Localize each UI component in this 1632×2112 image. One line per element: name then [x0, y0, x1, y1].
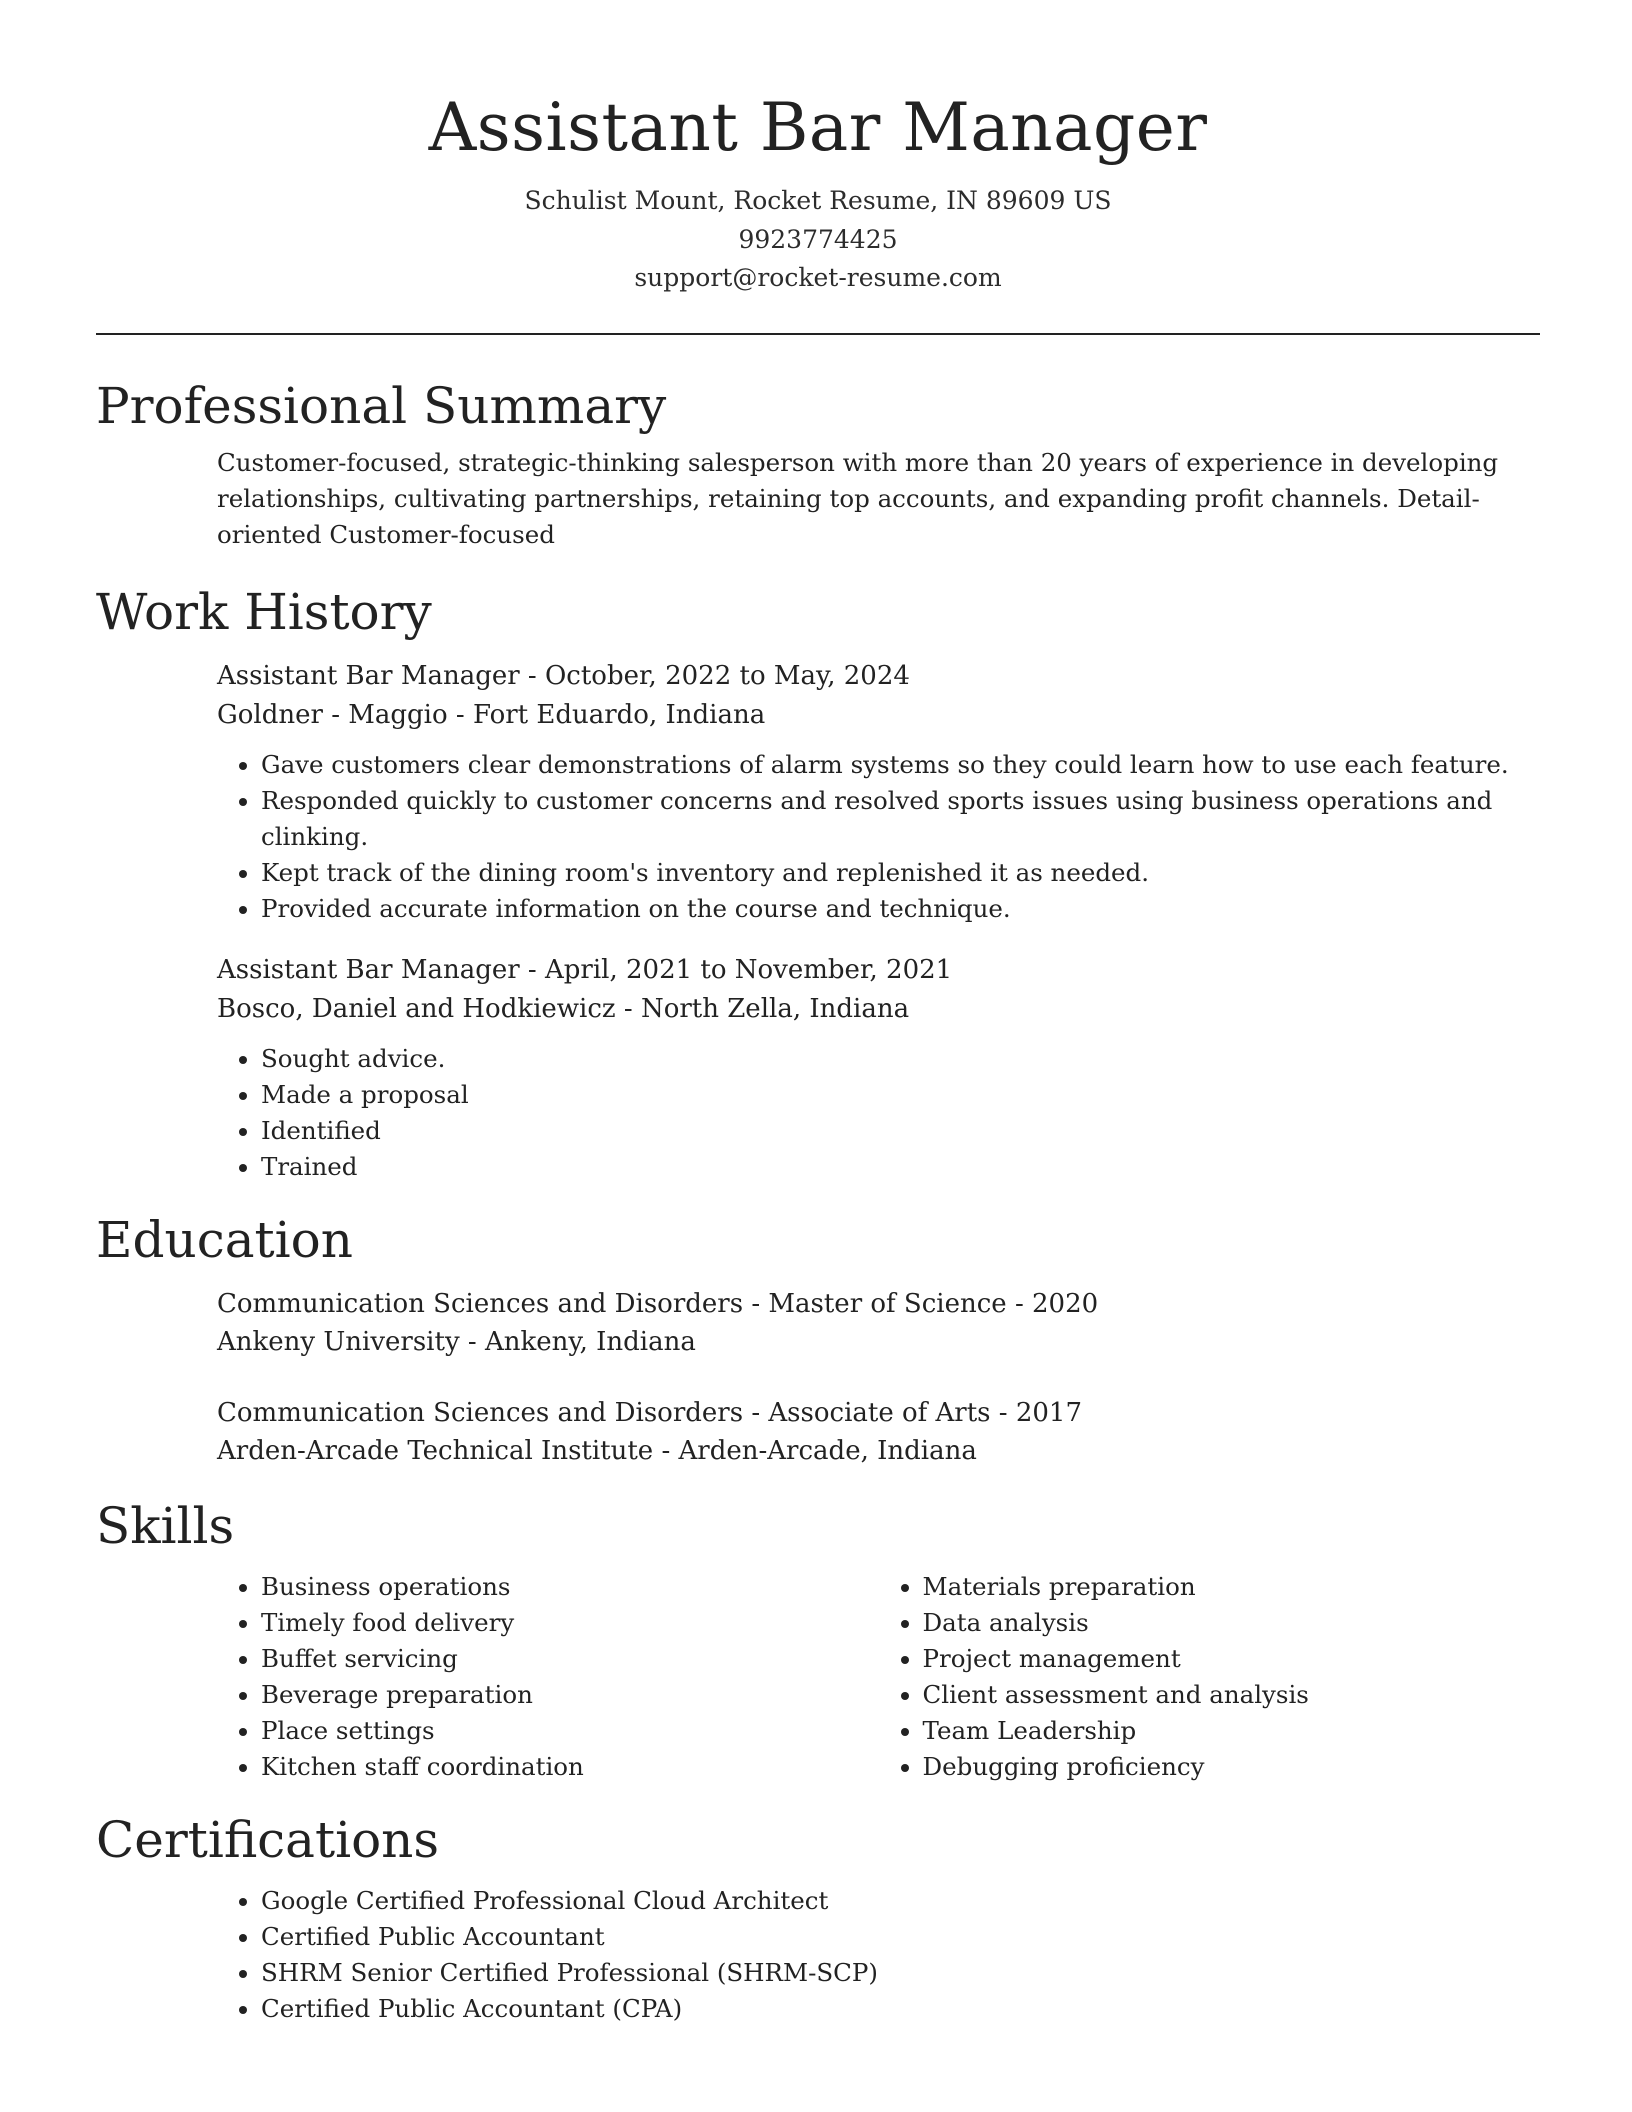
job-duty: • Gave customers clear demonstrations of alarm systems so they could learn how to use each feature.	[261, 747, 1540, 783]
contact-block	[96, 182, 1540, 298]
skill-item: • Kitchen staff coordination	[261, 1749, 879, 1785]
job-dates: - October, 2022 to May, 2024	[519, 660, 910, 691]
skills-grid	[217, 1569, 1540, 1785]
job-entry	[217, 951, 1540, 1185]
header-divider	[96, 333, 1540, 335]
education-section	[217, 1285, 1540, 1471]
skill-item: • Materials preparation	[923, 1569, 1541, 1605]
skill-item: • Business operations	[261, 1569, 879, 1605]
skill-item: • Client assessment and analysis	[923, 1677, 1541, 1713]
job-duty: • Provided accurate information on the course and technique.	[261, 891, 1540, 927]
job-dates: - April, 2021 to November, 2021	[519, 954, 953, 985]
skill-item: • Project management	[923, 1641, 1541, 1677]
job-duties-list	[217, 1041, 1540, 1185]
skill-item: • Debugging proficiency	[923, 1749, 1541, 1785]
job-duties-list	[217, 747, 1540, 927]
certification-item: • Google Certified Professional Cloud Architect	[261, 1883, 1540, 1919]
job-location: - North Zella, Indiana	[615, 993, 910, 1024]
school-line	[217, 1432, 1540, 1471]
job-entry	[217, 657, 1540, 927]
education-degree: - Master of Science	[743, 1288, 1007, 1319]
job-duty: • Made a proposal	[261, 1077, 1540, 1113]
skills-section	[217, 1569, 1540, 1785]
education-entry	[217, 1285, 1540, 1362]
job-company: Goldner - Maggio	[217, 699, 448, 730]
section-title-work-history: Work History	[96, 582, 432, 641]
certifications-list	[217, 1883, 1540, 2027]
section-title-summary: Professional Summary	[96, 376, 667, 435]
work-history-section	[217, 657, 1540, 1185]
job-duty: • Identified	[261, 1113, 1540, 1149]
resume-page	[96, 0, 1540, 2027]
job-location: - Fort Eduardo, Indiana	[447, 699, 766, 730]
summary-text: Customer-focused, strategic-thinking salesperson with more than 20 years of experience in developing relationships, cultivating partnerships, retaining top accounts, and expanding profit channels. Detail-oriented Customer-focused	[217, 447, 1499, 549]
job-company-line	[217, 696, 1540, 735]
education-field: Communication Sciences and Disorders	[217, 1288, 744, 1319]
education-location: - Ankeny, Indiana	[459, 1327, 696, 1357]
education-year: - 2017	[990, 1397, 1083, 1428]
job-duty: • Sought advice.	[261, 1041, 1540, 1077]
degree-line	[217, 1394, 1540, 1433]
education-school: Ankeny University	[217, 1327, 460, 1357]
job-title-line	[217, 951, 1540, 990]
certifications-section	[217, 1883, 1540, 2027]
skill-item: • Data analysis	[923, 1605, 1541, 1641]
education-field: Communication Sciences and Disorders	[217, 1397, 744, 1428]
education-entry	[217, 1394, 1540, 1471]
skill-item: • Team Leadership	[923, 1713, 1541, 1749]
skill-item: • Timely food delivery	[261, 1605, 879, 1641]
skill-item: • Beverage preparation	[261, 1677, 879, 1713]
education-degree: - Associate of Arts	[743, 1397, 991, 1428]
skill-item: • Buffet servicing	[261, 1641, 879, 1677]
contact-address: Schulist Mount, Rocket Resume, IN 89609 US	[524, 186, 1112, 215]
section-title-education: Education	[96, 1210, 353, 1269]
contact-email: support@rocket-resume.com	[634, 263, 1002, 292]
education-location: - Arden-Arcade, Indiana	[653, 1436, 977, 1466]
job-role: Assistant Bar Manager	[217, 954, 520, 985]
section-title-skills: Skills	[96, 1496, 235, 1555]
contact-phone: 9923774425	[738, 224, 898, 254]
certification-item: • Certified Public Accountant	[261, 1919, 1540, 1955]
school-line	[217, 1323, 1540, 1362]
education-school: Arden-Arcade Technical Institute	[217, 1436, 654, 1466]
job-duty: • Responded quickly to customer concerns and resolved sports issues using business operations and clinking.	[261, 783, 1540, 855]
summary-section	[217, 445, 1540, 553]
job-company: Bosco, Daniel and Hodkiewicz	[217, 993, 616, 1024]
job-company-line	[217, 990, 1540, 1029]
degree-line	[217, 1285, 1540, 1324]
certification-item: • SHRM Senior Certified Professional (SHRM-SCP)	[261, 1955, 1540, 1991]
candidate-name: Assistant Bar Manager	[428, 89, 1208, 166]
section-title-certifications: Certifications	[96, 1810, 440, 1869]
skills-list-left	[217, 1569, 879, 1785]
job-duty: • Trained	[261, 1149, 1540, 1185]
job-duty: • Kept track of the dining room's inventory and replenished it as needed.	[261, 855, 1540, 891]
job-title-line	[217, 657, 1540, 696]
job-role: Assistant Bar Manager	[217, 660, 520, 691]
certification-item: • Certified Public Accountant (CPA)	[261, 1991, 1540, 2027]
education-year: - 2020	[1006, 1288, 1099, 1319]
resume-header	[96, 0, 1540, 298]
skill-item: • Place settings	[261, 1713, 879, 1749]
skills-list-right	[879, 1569, 1541, 1785]
